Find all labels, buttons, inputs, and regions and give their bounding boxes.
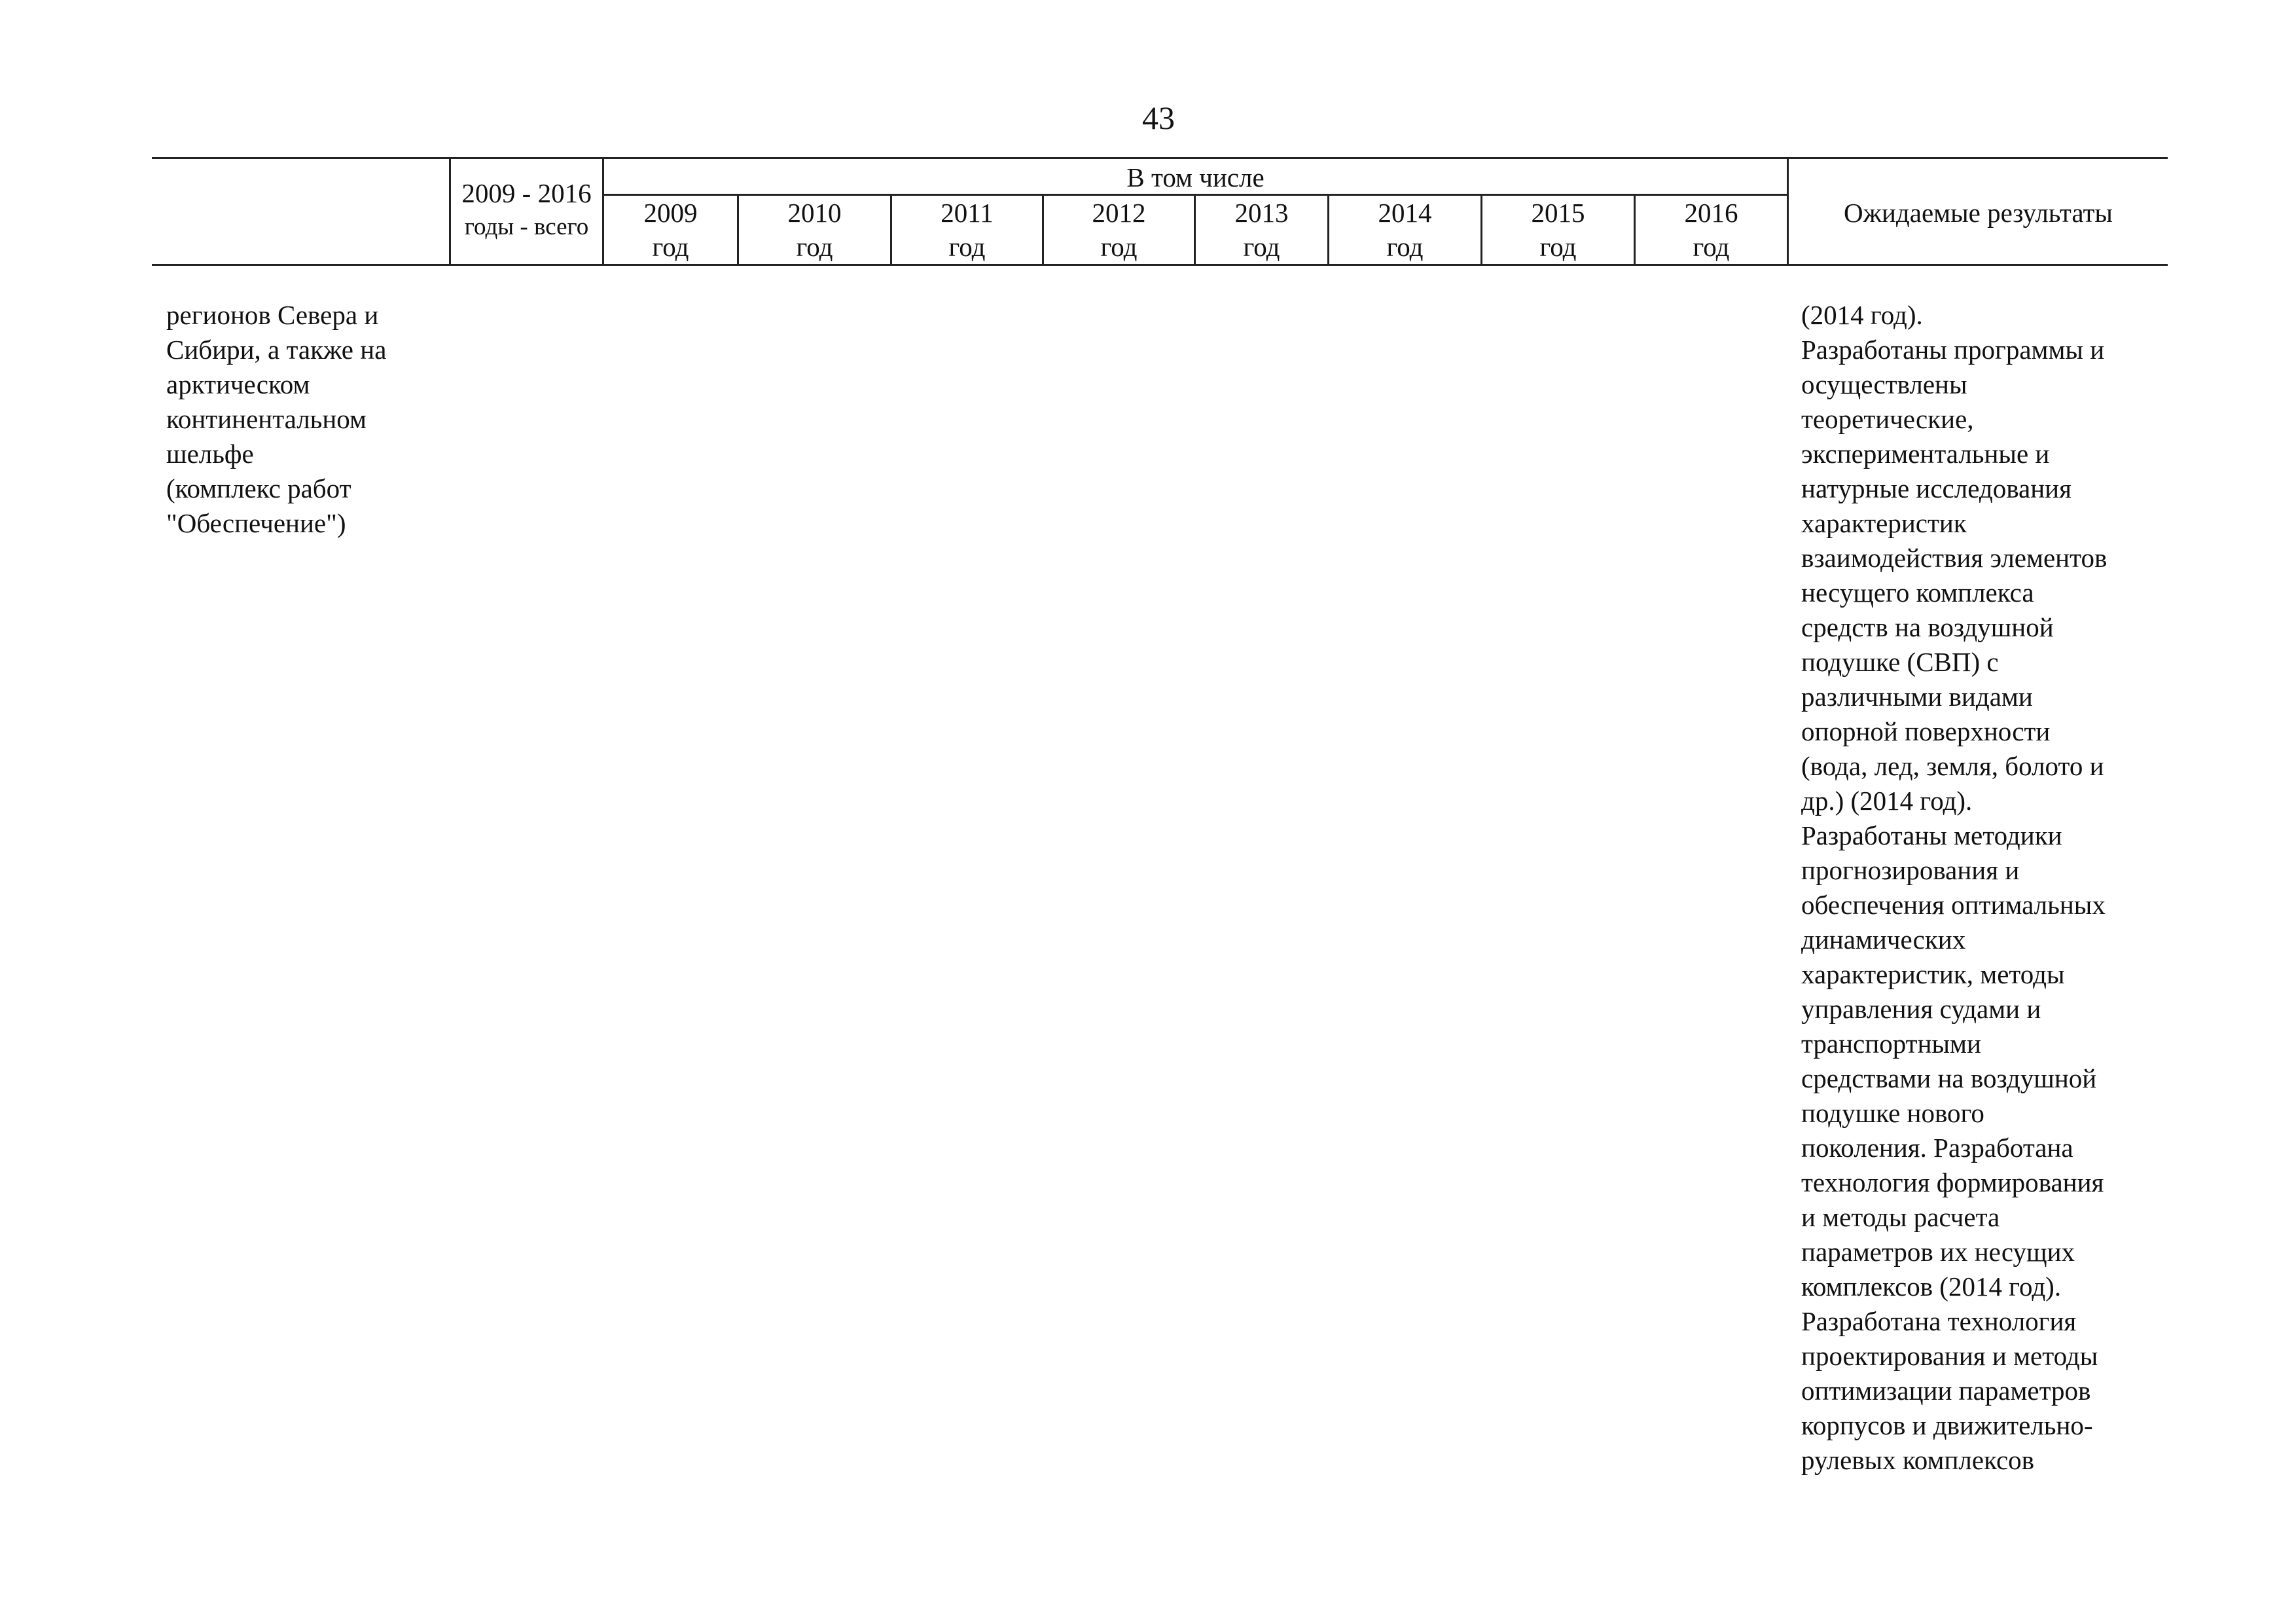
text-line: поколения. Разработана: [1801, 1133, 2073, 1163]
year-cell: [739, 196, 890, 264]
text-line: корпусов и движительно-: [1801, 1410, 2093, 1440]
text-line: осуществлены: [1801, 369, 1967, 399]
year-value: 2016: [1684, 198, 1738, 228]
including-label: В том числе: [1126, 162, 1265, 192]
expected-results-text: [1801, 298, 2168, 1478]
text-line: взаимодействия элементов: [1801, 543, 2108, 573]
text-line: проектирования и методы: [1801, 1341, 2098, 1371]
year-cell: [1329, 196, 1480, 264]
text-line: континентальном: [166, 404, 367, 434]
text-line: регионов Севера и: [166, 300, 379, 330]
text-line: характеристик: [1801, 508, 1967, 538]
text-line: Сибири, а также на: [166, 335, 387, 365]
year-unit: год: [1100, 232, 1138, 262]
table-header: [152, 157, 2168, 266]
year-value: 2013: [1234, 198, 1289, 228]
year-cell: [1482, 196, 1634, 264]
year-unit: год: [1243, 232, 1280, 262]
year-cell: [604, 196, 737, 264]
text-line: Разработаны программы и: [1801, 335, 2105, 365]
text-line: транспортными: [1801, 1029, 1981, 1059]
year-unit: год: [1386, 232, 1424, 262]
text-line: рулевых комплексов: [1801, 1445, 2035, 1475]
text-line: арктическом: [166, 369, 310, 399]
text-line: Разработана технология: [1801, 1306, 2077, 1336]
total-period-range: 2009 - 2016: [461, 178, 592, 208]
text-line: параметров их несущих: [1801, 1237, 2075, 1267]
page-number: 43: [1142, 100, 1175, 136]
text-line: прогнозирования и: [1801, 855, 2020, 885]
year-unit: год: [1693, 232, 1730, 262]
text-line: управления судами и: [1801, 994, 2041, 1024]
text-line: (вода, лед, земля, болото и: [1801, 751, 2104, 781]
year-cell: [1196, 196, 1327, 264]
text-line: "Обеспечение"): [166, 508, 346, 538]
year-unit: год: [652, 232, 689, 262]
activity-description: [166, 298, 441, 541]
text-line: динамических: [1801, 924, 1966, 955]
year-unit: год: [1539, 232, 1577, 262]
text-line: подушке нового: [1801, 1098, 1984, 1128]
text-line: Разработаны методики: [1801, 820, 2062, 850]
year-value: 2011: [941, 198, 994, 228]
text-line: (2014 год).: [1801, 300, 1923, 330]
text-line: экспериментальные и: [1801, 439, 2050, 469]
year-cell: [1636, 196, 1787, 264]
text-line: опорной поверхности: [1801, 716, 2051, 746]
text-line: подушке (СВП) с: [1801, 647, 1999, 677]
text-line: средств на воздушной: [1801, 612, 2054, 642]
text-line: оптимизации параметров: [1801, 1376, 2091, 1406]
text-line: теоретические,: [1801, 404, 1974, 434]
text-line: несущего комплекса: [1801, 577, 2034, 608]
total-period-cell: [451, 176, 602, 244]
text-line: различными видами: [1801, 682, 2033, 712]
text-line: и методы расчета: [1801, 1202, 2000, 1232]
year-value: 2009: [643, 198, 698, 228]
year-value: 2015: [1531, 198, 1585, 228]
year-value: 2014: [1378, 198, 1432, 228]
text-line: характеристик, методы: [1801, 959, 2065, 989]
year-cell: [892, 196, 1042, 264]
year-value: 2012: [1092, 198, 1146, 228]
text-line: обеспечения оптимальных: [1801, 890, 2106, 920]
total-period-label: годы - всего: [464, 213, 589, 240]
text-line: средствами на воздушной: [1801, 1063, 2097, 1093]
text-line: натурные исследования: [1801, 473, 2072, 503]
text-line: шельфе: [166, 439, 254, 469]
year-value: 2010: [787, 198, 842, 228]
text-line: (комплекс работ: [166, 473, 351, 503]
year-cell: [1044, 196, 1194, 264]
year-unit: год: [796, 232, 833, 262]
year-unit: год: [948, 232, 986, 262]
text-line: др.) (2014 год).: [1801, 786, 1973, 816]
text-line: комплексов (2014 год).: [1801, 1271, 2062, 1302]
text-line: технология формирования: [1801, 1167, 2104, 1197]
expected-results-header: Ожидаемые результаты: [1844, 198, 2113, 228]
